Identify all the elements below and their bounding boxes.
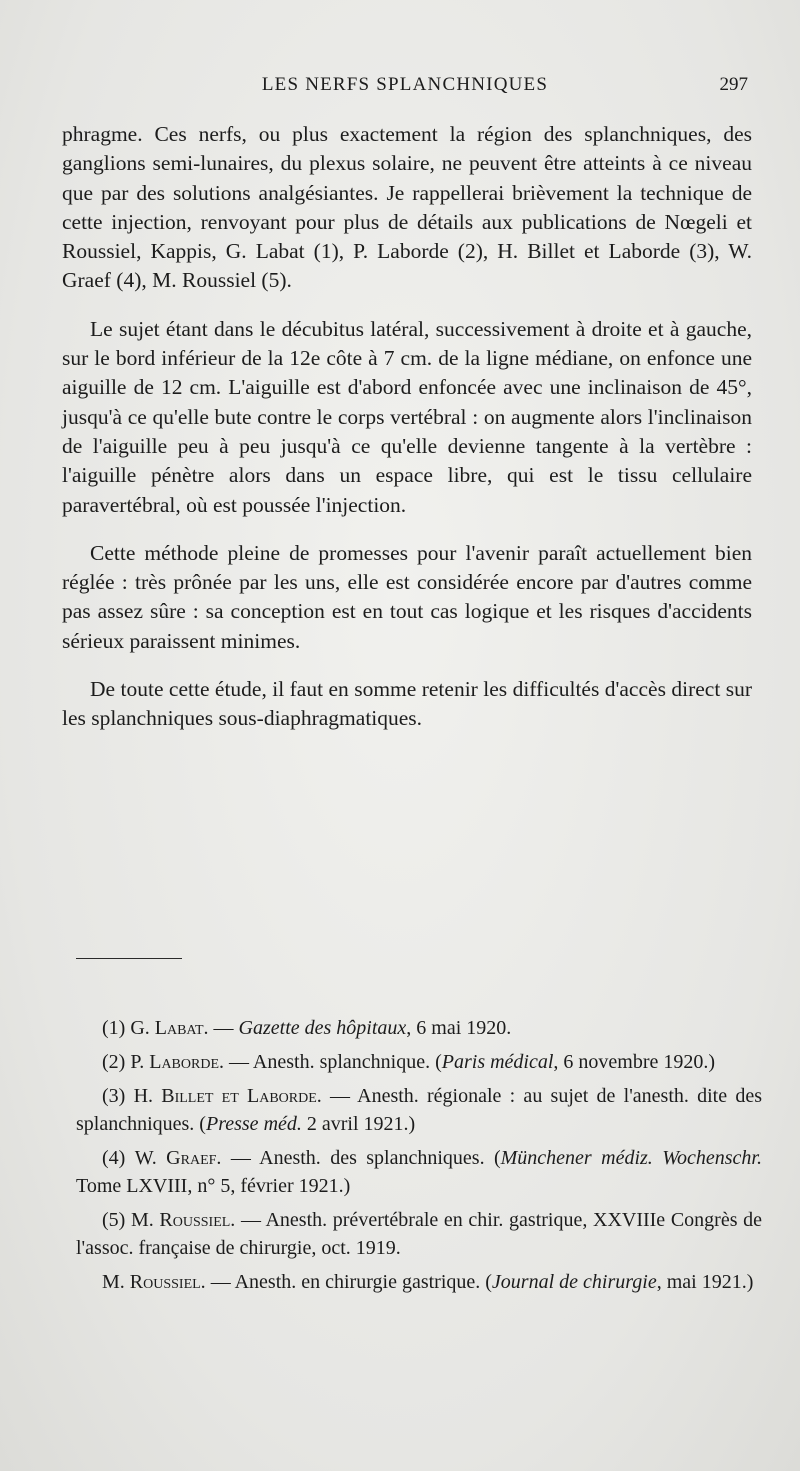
paragraph: phragme. Ces nerfs, ou plus exactement la région des splanchniques, des ganglions semi-lunaires, du plexus solaire, ne peuvent être atteints à ce niveau que par des solutions analgésiantes. Je rappellerai brièvement la technique de cette injection, renvoyant pour plus de détails aux publications de Nœgeli et Roussiel, Kappis, G. Labat (1), P. Laborde (2), H. Billet et Laborde (3), W. Graef (4), M. Roussiel (5). bbox=[62, 122, 752, 293]
footnote-rest: , mai 1921.) bbox=[656, 1271, 754, 1293]
footnote-author: G. Labat. bbox=[130, 1017, 209, 1039]
footnote-author: W. Graef. bbox=[134, 1147, 222, 1169]
footnote bbox=[76, 1268, 762, 1296]
footnote-author: M. Roussiel. bbox=[130, 1209, 236, 1231]
footnote-rest: , 6 novembre 1920.) bbox=[553, 1051, 716, 1073]
footnote-rest: , 6 mai 1920. bbox=[406, 1017, 512, 1039]
footnote-number: (2) bbox=[102, 1051, 126, 1073]
footnote bbox=[76, 1144, 762, 1200]
footnote bbox=[76, 1082, 762, 1138]
footnote-number: (1) bbox=[102, 1017, 126, 1039]
footnotes bbox=[76, 1014, 762, 1302]
footnote-text: — Anesth. régionale : au sujet de l'anesth. dite des splanchniques. ( bbox=[76, 1085, 763, 1135]
footnote-title: Paris médical bbox=[441, 1051, 554, 1073]
footnote-number: (3) bbox=[102, 1085, 126, 1107]
paragraph: Le sujet étant dans le décubitus latéral, successivement à droite et à gauche, sur le bord inférieur de la 12e côte à 7 cm. de la ligne médiane, on enfonce une aiguille de 12 cm. L'aiguille est d'abord enfoncée avec une inclinaison de 45°, jusqu'à ce qu'elle bute contre le corps vertébral : on augmente alors l'inclinaison de l'aiguille peu à peu jusqu'à ce qu'elle devienne tangente à la vertèbre : l'aiguille pénètre alors dans un espace libre, qui est le tissu cellulaire paravertébral, où est poussée l'injection. bbox=[62, 316, 752, 517]
footnote bbox=[76, 1048, 762, 1076]
footnote-title: Münchener médiz. Wochenschr. bbox=[500, 1147, 762, 1169]
footnote-title: Gazette des hôpitaux bbox=[238, 1017, 407, 1039]
footnote-text: — Anesth. prévertébrale en chir. gastrique, XXVIIIe Congrès de l'assoc. française de chirurgie, oct. 1919. bbox=[76, 1209, 762, 1259]
footnote-text: — bbox=[208, 1017, 239, 1039]
footnote-author: M. Roussiel. bbox=[102, 1271, 206, 1293]
footnote-title: Journal de chirurgie bbox=[491, 1271, 657, 1293]
footnote-text: — Anesth. en chirurgie gastrique. ( bbox=[205, 1271, 492, 1293]
footnote bbox=[76, 1014, 762, 1042]
body-text bbox=[62, 120, 752, 753]
footnote-text: — Anesth. des splanchniques. ( bbox=[221, 1147, 501, 1169]
footnote-author: H. Billet et Laborde. bbox=[133, 1085, 322, 1107]
paragraph: Cette méthode pleine de promesses pour l'avenir paraît actuellement bien réglée : très prônée par les uns, elle est considérée encore par d'autres comme pas assez sûre : sa conception est en tout cas logique et les risques d'accidents sérieux paraissent minimes. bbox=[62, 540, 752, 653]
footnote-author: P. Laborde. bbox=[130, 1051, 225, 1073]
paragraph: De toute cette étude, il faut en somme retenir les difficultés d'accès direct sur les splanchniques sous-diaphragmatiques. bbox=[62, 677, 752, 731]
running-title: LES NERFS SPLANCHNIQUES bbox=[261, 74, 549, 95]
footnote-rest: Tome LXVIII, n° 5, février 1921.) bbox=[76, 1175, 351, 1197]
page-header bbox=[62, 74, 748, 102]
footnote-number: (4) bbox=[102, 1147, 126, 1169]
footnote-rest: 2 avril 1921.) bbox=[301, 1113, 416, 1135]
footnote-number: (5) bbox=[102, 1209, 126, 1231]
footnote-title: Presse méd. bbox=[205, 1113, 302, 1135]
footnote bbox=[76, 1206, 762, 1262]
footnote-separator bbox=[76, 958, 182, 959]
page-number: 297 bbox=[719, 74, 748, 95]
footnote-text: — Anesth. splanchnique. ( bbox=[224, 1051, 442, 1073]
